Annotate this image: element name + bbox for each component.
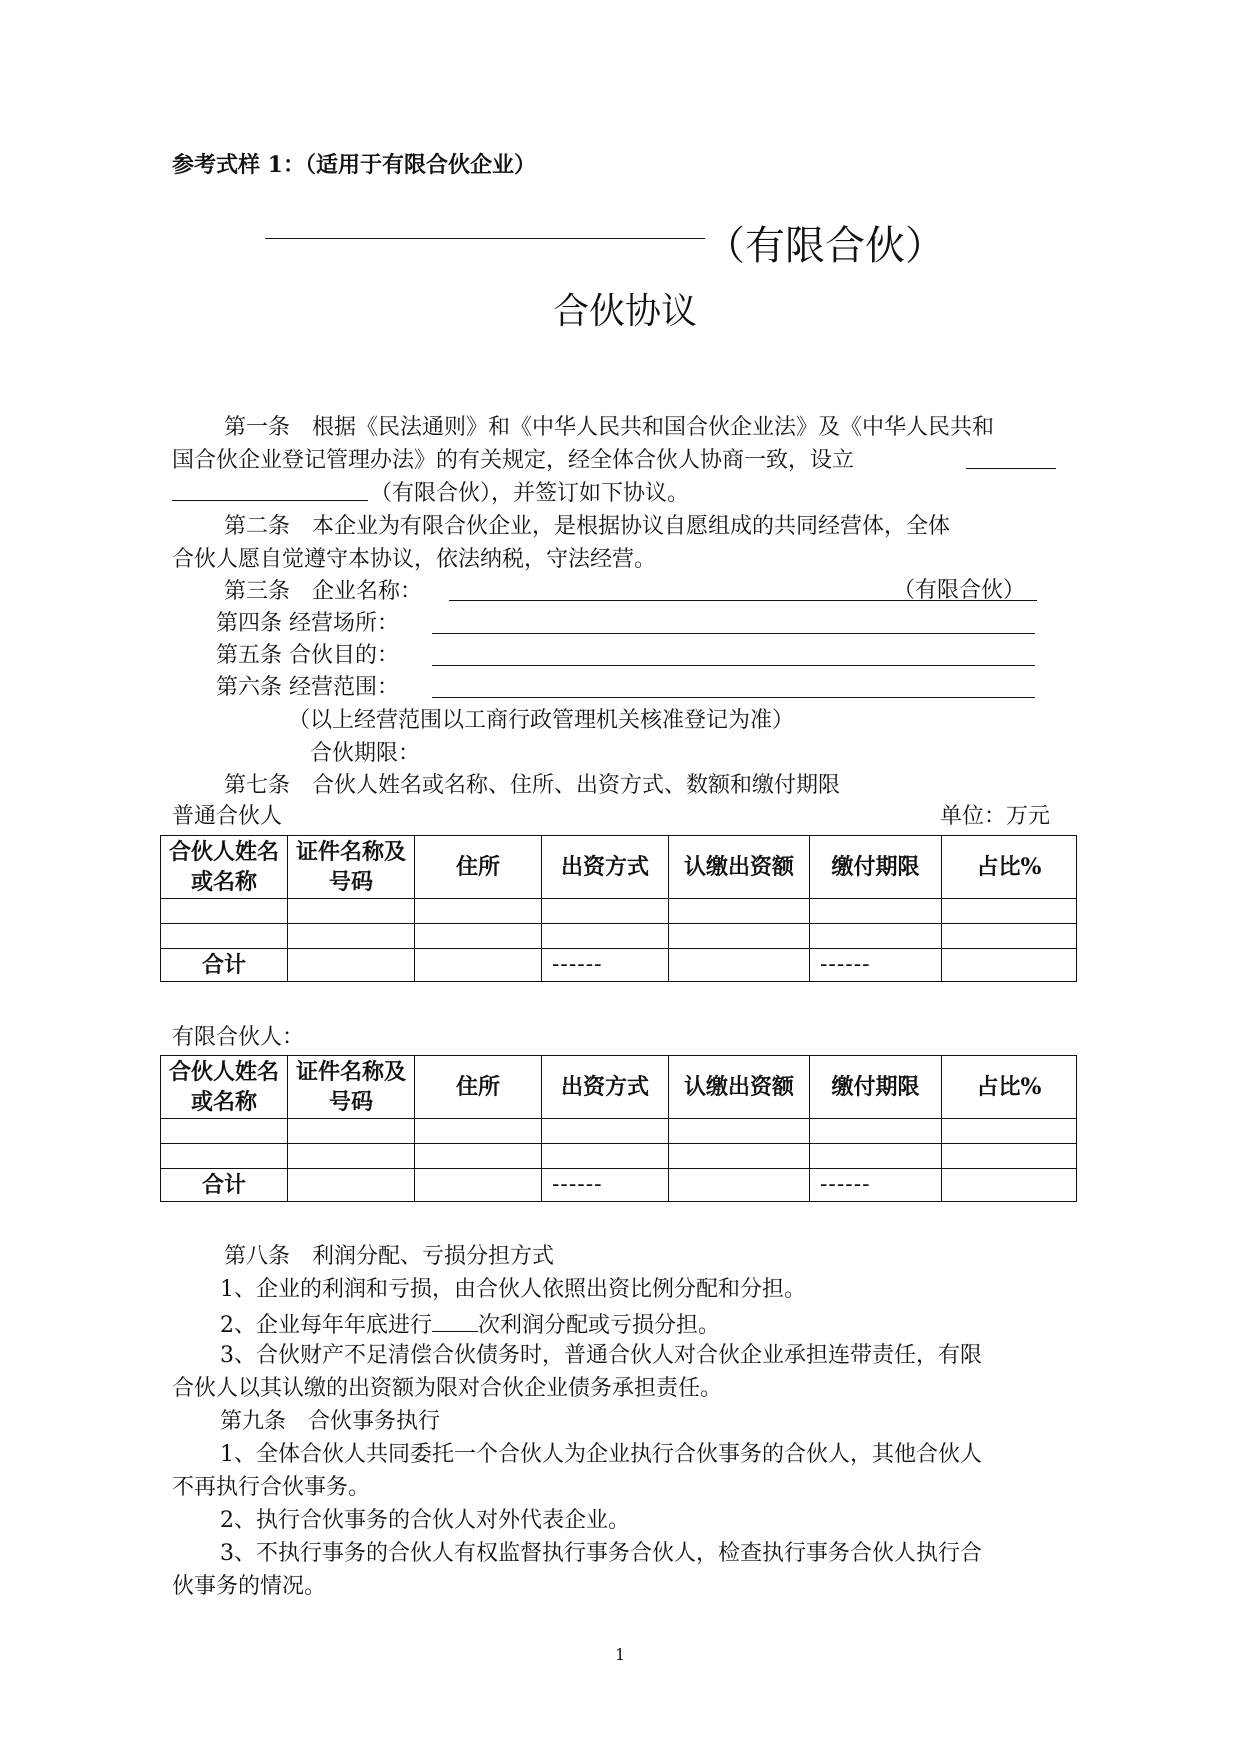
art8-p3-line2: 合伙人以其认缴的出资额为限对合伙企业债务承担责任。 <box>172 1376 723 1401</box>
purpose-blank <box>432 665 1035 666</box>
header-address: 住所 <box>415 836 542 899</box>
title-suffix: （有限合伙） <box>705 223 945 269</box>
art8-p2-start: 2、企业每年年底进行 <box>220 1313 432 1338</box>
total-label: 合计 <box>161 1169 288 1202</box>
table-cell[interactable] <box>669 1144 810 1169</box>
art9-title: 第九条 合伙事务执行 <box>220 1409 441 1434</box>
total-label: 合计 <box>161 949 288 982</box>
table-cell[interactable] <box>288 1144 415 1169</box>
table-cell[interactable] <box>415 1169 542 1202</box>
table-cell[interactable] <box>810 899 942 924</box>
general-partner-label: 普通合伙人 <box>172 804 283 829</box>
art1-blank-1 <box>966 468 1056 469</box>
table-cell[interactable] <box>669 899 810 924</box>
scope-note: （以上经营范围以工商行政管理机关核准登记为准） <box>288 708 795 733</box>
art2-line1: 第二条 本企业为有限合伙企业，是根据协议自愿组成的共同经营体，全体 <box>224 514 951 539</box>
limited-partner-label: 有限合伙人： <box>172 1025 305 1050</box>
times-blank <box>432 1307 478 1332</box>
header-contribution-method: 出资方式 <box>542 836 669 899</box>
header-partner-name: 合伙人姓名或名称 <box>161 836 288 899</box>
table-cell[interactable] <box>810 1144 942 1169</box>
header-id: 证件名称及号码 <box>288 1056 415 1119</box>
term-label: 合伙期限： <box>310 741 421 766</box>
art8-p2-end: 次利润分配或亏损分担。 <box>478 1313 721 1338</box>
art9-p1-line1: 1、全体合伙人共同委托一个合伙人为企业执行合伙事务的合伙人，其他合伙人 <box>220 1442 982 1467</box>
table-cell[interactable] <box>942 924 1077 949</box>
page-title: 合伙协议 <box>553 291 698 332</box>
header-ratio: 占比% <box>942 836 1077 899</box>
table-cell[interactable] <box>415 1144 542 1169</box>
table-total-row <box>161 1169 1077 1202</box>
dash-cell: ------ <box>810 949 942 982</box>
header-payment-term: 缴付期限 <box>810 836 942 899</box>
table-cell[interactable] <box>415 949 542 982</box>
table-cell[interactable] <box>942 1119 1077 1144</box>
table-cell[interactable] <box>542 899 669 924</box>
header-id: 证件名称及号码 <box>288 836 415 899</box>
art9-p1-line2: 不再执行合伙事务。 <box>172 1475 371 1500</box>
table-total-row <box>161 949 1077 982</box>
table-cell[interactable] <box>542 1119 669 1144</box>
art8-p1: 1、企业的利润和亏损，由合伙人依照出资比例分配和分担。 <box>220 1277 806 1302</box>
art9-p3-line2: 伙事务的情况。 <box>172 1574 327 1599</box>
table-cell[interactable] <box>810 1119 942 1144</box>
unit-label: 单位：万元 <box>940 804 1051 829</box>
art9-p3-line1: 3、不执行事务的合伙人有权监督执行事务合伙人，检查执行事务合伙人执行合 <box>220 1541 982 1566</box>
header-contribution-method: 出资方式 <box>542 1056 669 1119</box>
header-partner-name: 合伙人姓名或名称 <box>161 1056 288 1119</box>
table-cell[interactable] <box>542 1144 669 1169</box>
art1-blank-2 <box>172 500 368 501</box>
table-cell[interactable] <box>161 899 288 924</box>
header-payment-term: 缴付期限 <box>810 1056 942 1119</box>
table-cell[interactable] <box>161 1144 288 1169</box>
general-partner-table <box>160 835 1077 982</box>
name-blank <box>265 238 705 239</box>
header-address: 住所 <box>415 1056 542 1119</box>
address-blank <box>432 633 1035 634</box>
art1-line1: 第一条 根据《民法通则》和《中华人民共和国合伙企业法》及《中华人民共和 <box>224 415 995 440</box>
sample-heading: 参考式样 1：（适用于有限合伙企业） <box>172 152 536 178</box>
table-row <box>161 924 1077 949</box>
page-number: 1 <box>615 1645 626 1664</box>
table-header-row <box>161 836 1077 899</box>
table-cell[interactable] <box>415 1119 542 1144</box>
art9-p2: 2、执行合伙事务的合伙人对外代表企业。 <box>220 1508 630 1533</box>
header-subscribed-amount: 认缴出资额 <box>669 836 810 899</box>
table-cell[interactable] <box>288 1119 415 1144</box>
art8-title: 第八条 利润分配、亏损分担方式 <box>224 1244 555 1269</box>
table-cell[interactable] <box>161 1119 288 1144</box>
table-cell[interactable] <box>288 924 415 949</box>
art1-line2: 国合伙企业登记管理办法》的有关规定，经全体合伙人协商一致，设立 <box>172 448 855 473</box>
header-subscribed-amount: 认缴出资额 <box>669 1056 810 1119</box>
limited-partner-table <box>160 1055 1077 1202</box>
table-cell[interactable] <box>669 1169 810 1202</box>
art4-label: 第四条 经营场所： <box>216 611 399 636</box>
table-cell[interactable] <box>669 1119 810 1144</box>
table-cell[interactable] <box>288 949 415 982</box>
table-cell[interactable] <box>669 924 810 949</box>
scope-blank <box>432 697 1035 698</box>
table-row <box>161 1144 1077 1169</box>
art7-title: 第七条 合伙人姓名或名称、住所、出资方式、数额和缴付期限 <box>224 773 841 798</box>
table-cell[interactable] <box>942 1169 1077 1202</box>
art6-label: 第六条 经营范围： <box>216 675 399 700</box>
table-row <box>161 899 1077 924</box>
header-ratio: 占比% <box>942 1056 1077 1119</box>
table-cell[interactable] <box>669 949 810 982</box>
art8-p3-line1: 3、合伙财产不足清偿合伙债务时，普通合伙人对合伙企业承担连带责任，有限 <box>220 1343 982 1368</box>
table-cell[interactable] <box>810 924 942 949</box>
dash-cell: ------ <box>810 1169 942 1202</box>
art5-label: 第五条 合伙目的： <box>216 643 399 668</box>
dash-cell: ------ <box>542 949 669 982</box>
table-row <box>161 1119 1077 1144</box>
table-cell[interactable] <box>942 949 1077 982</box>
table-cell[interactable] <box>288 1169 415 1202</box>
table-cell[interactable] <box>542 924 669 949</box>
art2-line2: 合伙人愿自觉遵守本协议，依法纳税，守法经营。 <box>172 547 657 572</box>
table-cell[interactable] <box>415 899 542 924</box>
art3-label: 第三条 企业名称： <box>224 579 423 604</box>
dash-cell: ------ <box>542 1169 669 1202</box>
art1-line3: （有限合伙），并签订如下协议。 <box>370 481 690 506</box>
table-cell[interactable] <box>415 924 542 949</box>
table-cell[interactable] <box>161 924 288 949</box>
table-cell[interactable] <box>288 899 415 924</box>
art8-p2 <box>220 1307 720 1342</box>
art3-suffix: （有限合伙） <box>893 578 1026 603</box>
table-cell[interactable] <box>942 1144 1077 1169</box>
table-header-row <box>161 1056 1077 1119</box>
table-cell[interactable] <box>942 899 1077 924</box>
